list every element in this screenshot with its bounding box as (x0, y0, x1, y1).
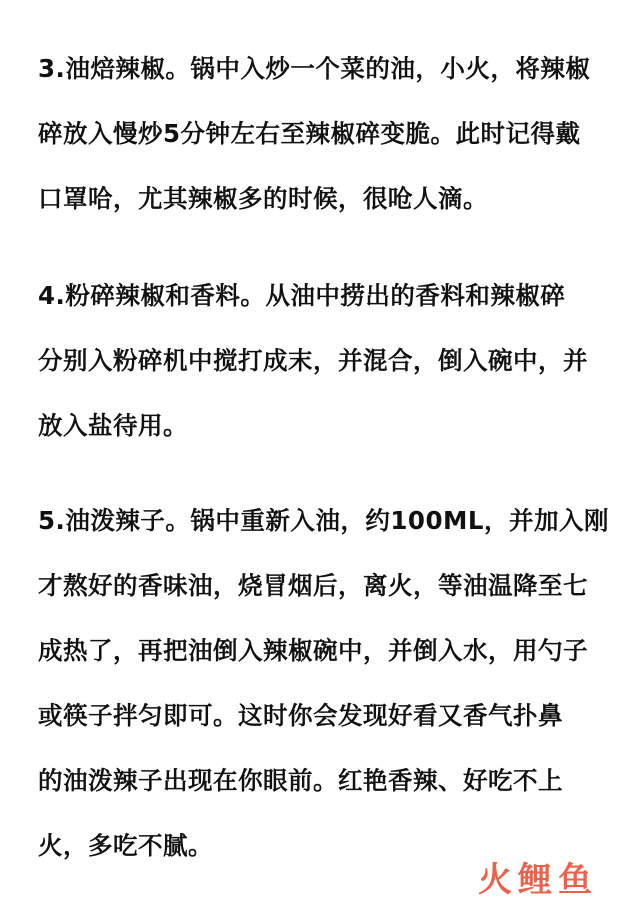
watermark-text: 火鲤鱼 (478, 860, 598, 900)
recipe-step-3 (38, 36, 618, 231)
step-3-line-3: 口罩哈，尤其辣椒多的时候，很呛人滴。 (38, 184, 488, 213)
step-5-line-2: 才熬好的香味油，烧冒烟后，离火，等油温降至七 (38, 571, 588, 600)
step-5-line-6: 火，多吃不腻。 (38, 831, 213, 860)
step-4-line-3: 放入盐待用。 (38, 411, 188, 440)
recipe-step-5 (38, 488, 618, 878)
recipe-step-4 (38, 263, 618, 458)
watermark-logo (458, 853, 618, 901)
step-5-line-3: 成热了，再把油倒入辣椒碗中，并倒入水，用勺子 (38, 636, 588, 665)
step-3-line-1: 3.油焙辣椒。锅中入炒一个菜的油，小火，将辣椒 (38, 54, 591, 83)
step-3-line-2: 碎放入慢炒5分钟左右至辣椒碎变脆。此时记得戴 (38, 119, 581, 148)
step-5-line-1: 5.油泼辣子。锅中重新入油，约100ML，并加入刚 (38, 506, 609, 535)
step-5-line-5: 的油泼辣子出现在你眼前。红艳香辣、好吃不上 (38, 766, 563, 795)
step-5-line-4: 或筷子拌匀即可。这时你会发现好看又香气扑鼻 (38, 701, 563, 730)
watermark-logo-graphic (458, 853, 618, 901)
step-4-line-1: 4.粉碎辣椒和香料。从油中捞出的香料和辣椒碎 (38, 281, 566, 310)
step-4-line-2: 分别入粉碎机中搅打成末，并混合，倒入碗中，并 (38, 346, 588, 375)
